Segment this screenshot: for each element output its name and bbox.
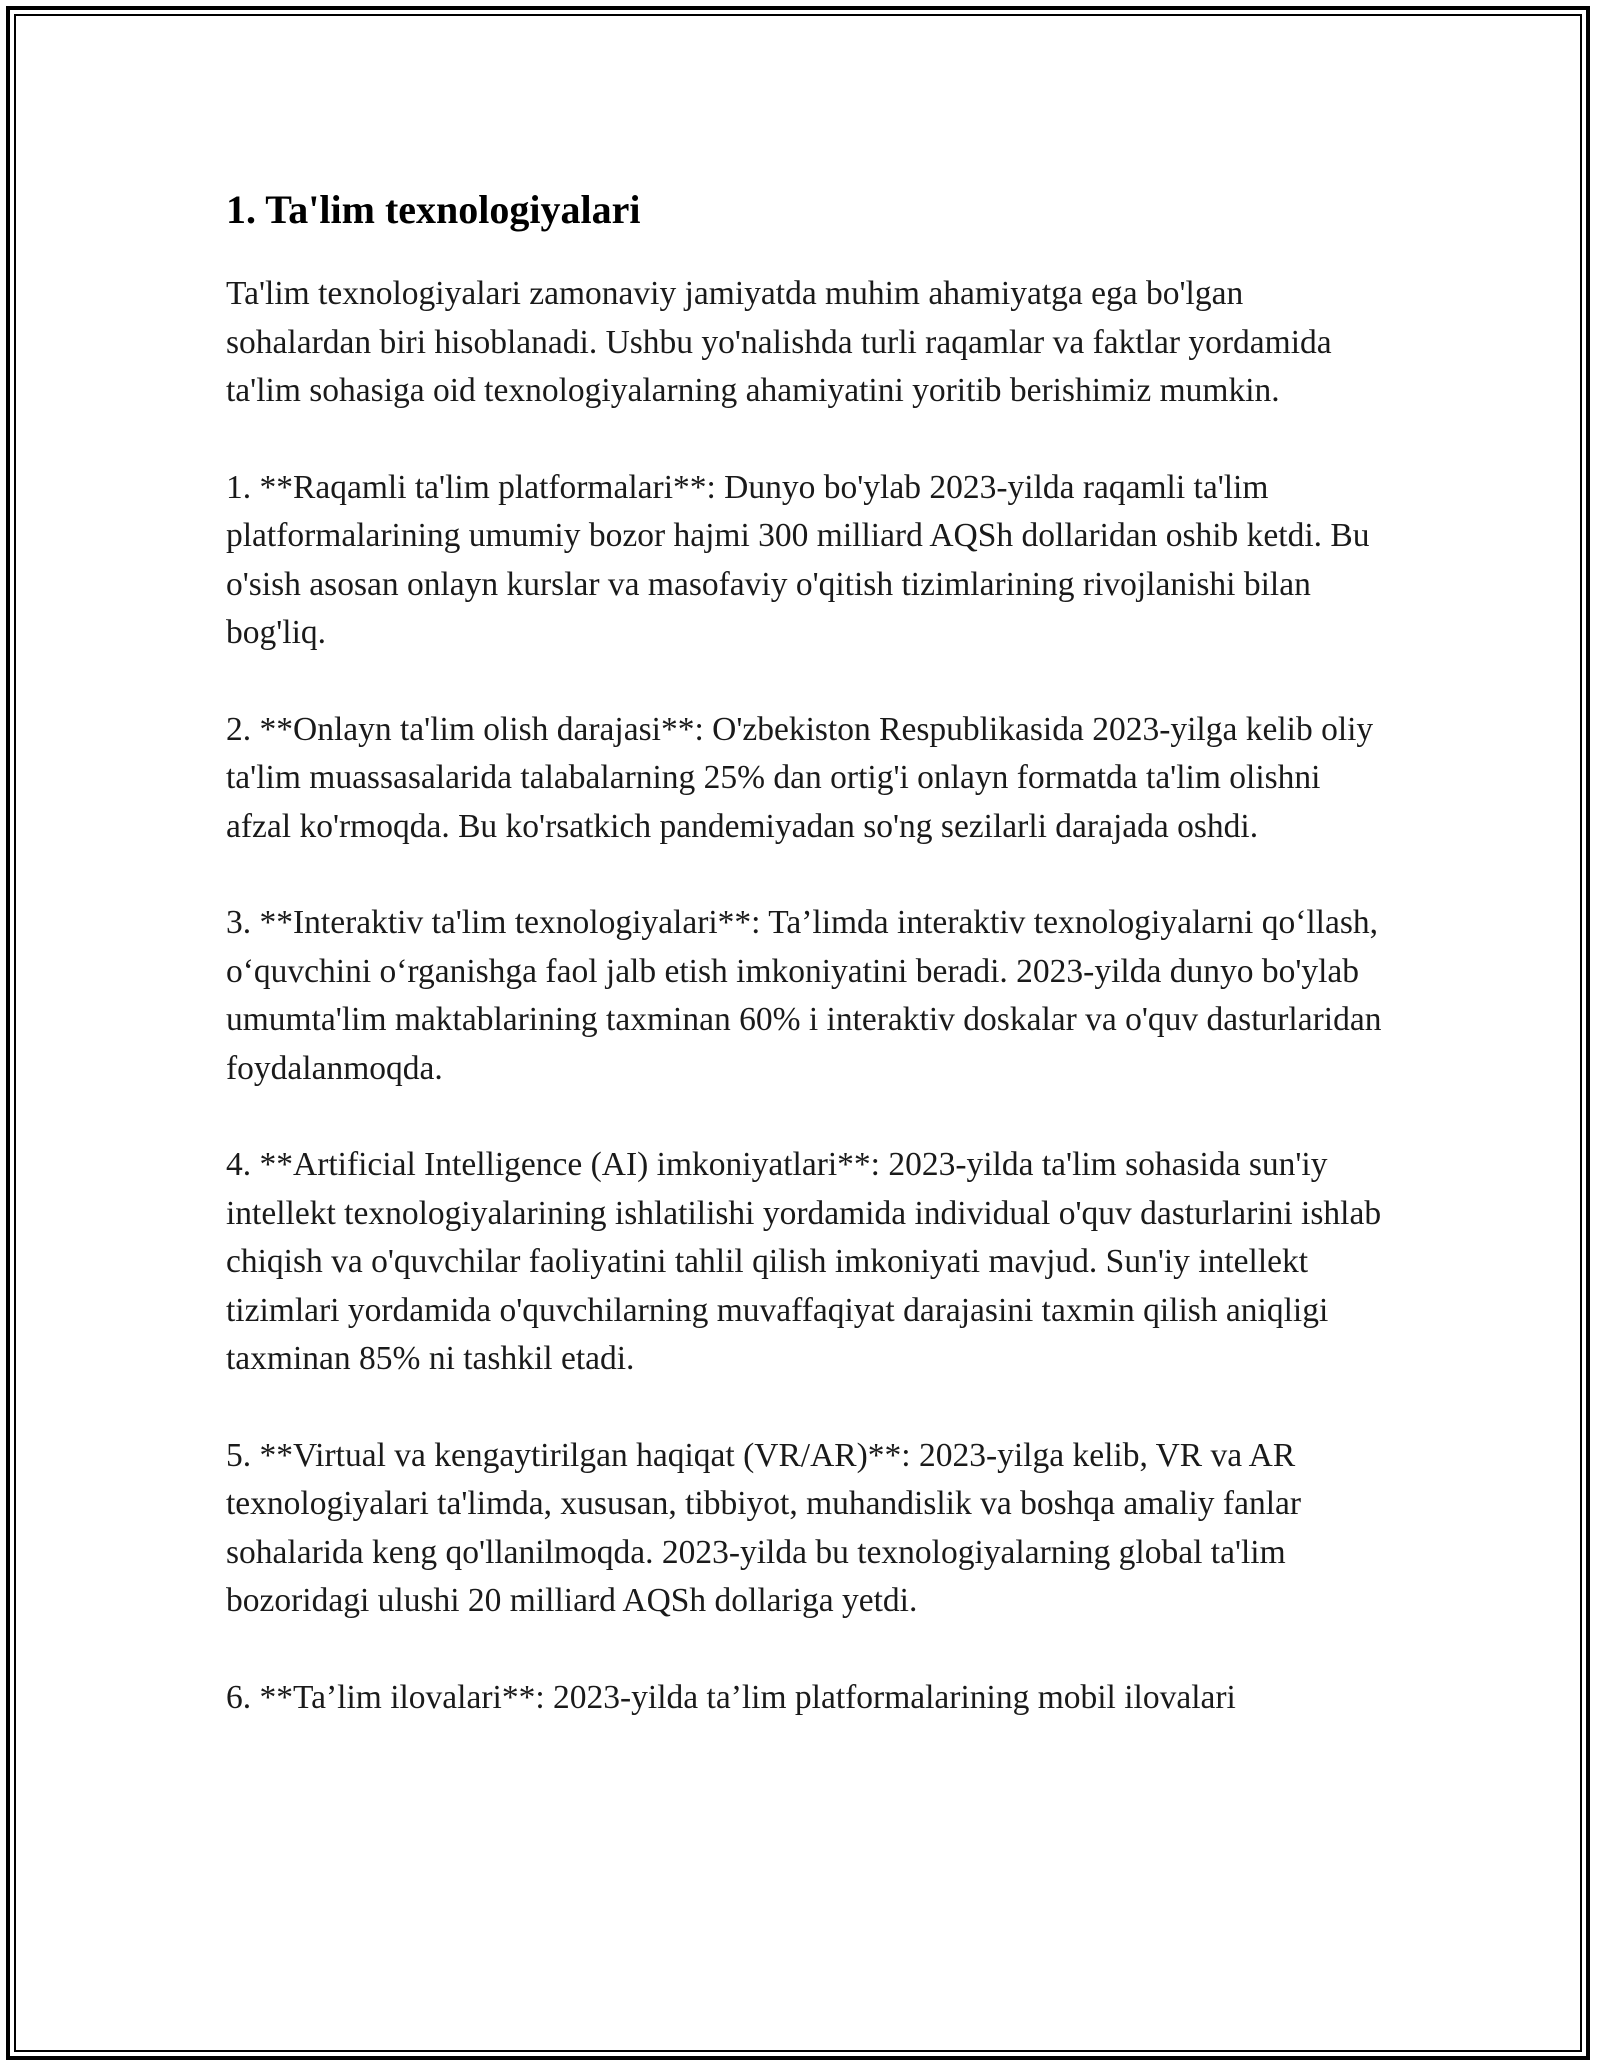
paragraph-vr-ar: 5. **Virtual va kengaytirilgan haqiqat (VR/AR)**: 2023-yilga kelib, VR va AR texnologiyalari ta'limda, xususan, tibbiyot, muhandislik va boshqa amaliy fanlar sohalarida keng qo'llanilmoqda. 2023-yilda bu texnologiyalarning global ta'lim bozoridagi ulushi 20 milliard AQSh dollariga yetdi. bbox=[226, 1436, 1302, 1619]
section-title: 1. Ta'lim texnologiyalari bbox=[226, 187, 641, 232]
paragraph-online-learning: 2. **Onlayn ta'lim olish darajasi**: O'zbekiston Respublikasida 2023-yilga kelib oliy ta'lim muassasalarida talabalarning 25% dan ortig'i onlayn formatda ta'lim olishni afzal ko'rmoqda. Bu ko'rsatkich pandemiyadan so'ng sezilarli darajada oshdi. bbox=[226, 710, 1374, 845]
paragraph-apps: 6. **Ta’lim ilovalari**: 2023-yilda ta’lim platformalarining mobil ilovalari bbox=[226, 1678, 1236, 1716]
paragraph-interactive-tech: 3. **Interaktiv ta'lim texnologiyalari**: Ta’limda interaktiv texnologiyalarni qo‘llash, o‘quvchini o‘rganishga faol jalb etish imkoniyatini beradi. 2023-yilda dunyo bo'ylab umumta'lim maktablarining taxminan 60% i interaktiv doskalar va o'quv dasturlaridan foydalanmoqda. bbox=[226, 904, 1382, 1087]
intro-paragraph: Ta'lim texnologiyalari zamonaviy jamiyatda muhim ahamiyatga ega bo'lgan sohalardan biri hisoblanadi. Ushbu yo'nalishda turli raqamlar va faktlar yordamida ta'lim sohasiga oid texnologiyalarning ahamiyatini yoritib berishimiz mumkin. bbox=[226, 275, 1332, 409]
document-body bbox=[226, 180, 1386, 1770]
paragraph-ai: 4. **Artificial Intelligence (AI) imkoniyatlari**: 2023-yilda ta'lim sohasida sun'iy intellekt texnologiyalarining ishlatilishi yordamida individual o'quv dasturlarini ishlab chiqish va o'quvchilar faoliyatini tahlil qilish imkoniyati mavjud. Sun'iy intellekt tizimlari yordamida o'quvchilarning muvaffaqiyat darajasini taxmin qilish aniqligi taxminan 85% ni tashkil etadi. bbox=[226, 1146, 1382, 1377]
paragraph-digital-platforms: 1. **Raqamli ta'lim platformalari**: Dunyo bo'ylab 2023-yilda raqamli ta'lim platformalarining umumiy bozor hajmi 300 milliard AQSh dollaridan oshib ketdi. Bu o'sish asosan onlayn kurslar va masofaviy o'qitish tizimlarining rivojlanishi bilan bog'liq. bbox=[226, 468, 1370, 651]
